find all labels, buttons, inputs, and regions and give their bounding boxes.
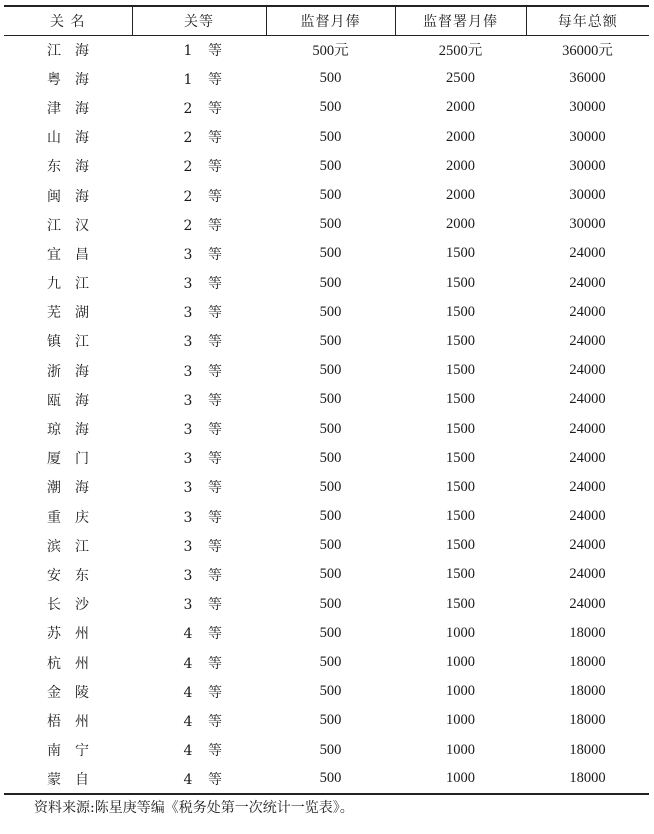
- rank-unit: 等: [208, 159, 222, 176]
- rank-unit: 等: [208, 276, 222, 293]
- customs-name-cell: 潮海: [47, 480, 103, 497]
- annual-total-cell: 18000: [569, 654, 606, 671]
- rank-number: 4: [183, 684, 193, 701]
- customs-rank-cell: [132, 765, 266, 794]
- customs-name-cell: 长沙: [47, 597, 103, 614]
- customs-name-cell: 山海: [47, 130, 103, 147]
- office-salary-cell: 2500: [446, 70, 475, 87]
- customs-rank-cell: [132, 590, 266, 619]
- rank-unit: 等: [208, 246, 222, 263]
- supervisor-salary-cell: 500: [319, 303, 342, 320]
- header-customs-rank: 关等: [132, 6, 266, 35]
- rank-number: 4: [183, 743, 193, 760]
- rank-number: 4: [183, 626, 193, 643]
- annual-total-cell: 18000: [569, 624, 606, 641]
- customs-name-cell: 津海: [47, 100, 103, 117]
- rank-number: 4: [183, 655, 193, 672]
- annual-total-cell: 36000: [569, 70, 606, 87]
- header-supervisor-monthly-salary: 监督月俸: [266, 6, 395, 35]
- office-salary-cell: 1000: [446, 624, 475, 641]
- office-salary-cell: 1500: [446, 508, 475, 525]
- annual-total-cell: 36000元: [562, 43, 613, 60]
- supervisor-salary-cell: 500: [319, 595, 342, 612]
- supervisor-salary-cell: 500: [319, 187, 342, 204]
- rank-unit: 等: [208, 422, 222, 439]
- rank-unit: 等: [208, 334, 222, 351]
- customs-rank-cell: [132, 210, 266, 239]
- office-salary-cell: 1500: [446, 274, 475, 291]
- customs-rank-cell: [132, 502, 266, 531]
- annual-total-cell: 24000: [569, 508, 606, 525]
- table-row: [4, 444, 649, 473]
- header-office-monthly-salary: 监督署月俸: [395, 6, 526, 35]
- customs-name-cell: 梧州: [47, 713, 103, 730]
- customs-rank-cell: [132, 385, 266, 414]
- rank-unit: 等: [208, 480, 222, 497]
- supervisor-salary-cell: 500: [319, 654, 342, 671]
- supervisor-salary-cell: 500: [319, 420, 342, 437]
- office-salary-cell: 1000: [446, 683, 475, 700]
- customs-name-cell: 浙海: [47, 363, 103, 380]
- supervisor-salary-cell: 500: [319, 624, 342, 641]
- table-row: [4, 677, 649, 706]
- supervisor-salary-cell: 500: [319, 70, 342, 87]
- customs-rank-cell: [132, 560, 266, 589]
- customs-rank-cell: [132, 35, 266, 64]
- customs-rank-cell: [132, 706, 266, 735]
- rank-unit: 等: [208, 305, 222, 322]
- customs-name-cell: 东海: [47, 159, 103, 176]
- rank-unit: 等: [208, 713, 222, 730]
- rank-unit: 等: [208, 567, 222, 584]
- supervisor-salary-cell: 500: [319, 216, 342, 233]
- rank-unit: 等: [208, 71, 222, 88]
- office-salary-cell: 1500: [446, 449, 475, 466]
- table-row: [4, 560, 649, 589]
- supervisor-salary-cell: 500: [319, 537, 342, 554]
- table-row: [4, 414, 649, 443]
- supervisor-salary-cell: 500: [319, 128, 342, 145]
- rank-unit: 等: [208, 188, 222, 205]
- supervisor-salary-cell: 500: [319, 245, 342, 262]
- rank-number: 3: [183, 363, 193, 380]
- table-row: [4, 152, 649, 181]
- annual-total-cell: 24000: [569, 303, 606, 320]
- customs-rank-cell: [132, 648, 266, 677]
- annual-total-cell: 18000: [526, 765, 649, 794]
- office-salary-cell: 1000: [395, 765, 526, 794]
- annual-total-cell: 24000: [569, 420, 606, 437]
- rank-number: 2: [183, 159, 193, 176]
- table-row: [4, 531, 649, 560]
- customs-rank-cell: [132, 327, 266, 356]
- customs-salary-table: [4, 5, 649, 795]
- customs-name-cell: 南宁: [47, 743, 103, 760]
- rank-number: 3: [183, 597, 193, 614]
- office-salary-cell: 1000: [446, 741, 475, 758]
- supervisor-salary-cell: 500: [319, 683, 342, 700]
- customs-name-cell: 重庆: [47, 509, 103, 526]
- customs-name-cell: 琼海: [47, 422, 103, 439]
- annual-total-cell: 30000: [569, 128, 606, 145]
- table-row: [4, 210, 649, 239]
- supervisor-salary-cell: 500: [266, 765, 395, 794]
- header-annual-total: 每年总额: [526, 6, 649, 35]
- rank-unit: 等: [208, 538, 222, 555]
- table-row: [4, 765, 649, 794]
- table-row: [4, 239, 649, 268]
- customs-name-cell: 九江: [47, 276, 103, 293]
- customs-name-cell: 粤海: [47, 71, 103, 88]
- table-header-row: [4, 6, 649, 35]
- table-row: [4, 327, 649, 356]
- customs-name-cell: 安东: [47, 567, 103, 584]
- table-body: [4, 35, 649, 794]
- supervisor-salary-cell: 500: [319, 332, 342, 349]
- rank-number: 4: [183, 713, 193, 730]
- annual-total-cell: 24000: [569, 595, 606, 612]
- customs-rank-cell: [132, 93, 266, 122]
- office-salary-cell: 2000: [446, 128, 475, 145]
- supervisor-salary-cell: 500: [319, 712, 342, 729]
- supervisor-salary-cell: 500: [319, 566, 342, 583]
- table-row: [4, 35, 649, 64]
- rank-number: 3: [183, 422, 193, 439]
- customs-name-cell: 芜湖: [47, 305, 103, 322]
- rank-unit: 等: [208, 597, 222, 614]
- office-salary-cell: 1500: [446, 245, 475, 262]
- rank-unit: 等: [208, 771, 222, 788]
- rank-number: 2: [183, 100, 193, 117]
- office-salary-cell: 2000: [446, 157, 475, 174]
- rank-unit: 等: [208, 626, 222, 643]
- table-row: [4, 736, 649, 765]
- rank-number: 3: [183, 480, 193, 497]
- rank-number: 1: [183, 42, 193, 59]
- annual-total-cell: 24000: [569, 566, 606, 583]
- rank-number: 3: [183, 451, 193, 468]
- table-row: [4, 473, 649, 502]
- rank-number: 3: [183, 246, 193, 263]
- supervisor-salary-cell: 500: [319, 362, 342, 379]
- rank-unit: 等: [208, 684, 222, 701]
- table-row: [4, 181, 649, 210]
- supervisor-salary-cell: 500元: [312, 43, 349, 60]
- customs-name-cell: 宜昌: [47, 246, 103, 263]
- rank-number: 3: [183, 509, 193, 526]
- rank-number: 3: [183, 276, 193, 293]
- annual-total-cell: 30000: [569, 157, 606, 174]
- office-salary-cell: 1500: [446, 303, 475, 320]
- rank-unit: 等: [208, 451, 222, 468]
- rank-number: 2: [183, 130, 193, 147]
- rank-unit: 等: [208, 130, 222, 147]
- customs-name-cell: 闽海: [47, 188, 103, 205]
- table-row: [4, 64, 649, 93]
- table-row: [4, 269, 649, 298]
- supervisor-salary-cell: 500: [319, 741, 342, 758]
- table-row: [4, 356, 649, 385]
- office-salary-cell: 2000: [446, 187, 475, 204]
- table-row: [4, 385, 649, 414]
- customs-name-cell: 杭州: [47, 655, 103, 672]
- office-salary-cell: 1500: [446, 537, 475, 554]
- customs-name-cell: 金陵: [47, 684, 103, 701]
- customs-name-cell: 镇江: [47, 334, 103, 351]
- office-salary-cell: 1500: [446, 391, 475, 408]
- customs-name-cell: 滨江: [47, 538, 103, 555]
- office-salary-cell: 1500: [446, 420, 475, 437]
- rank-number: 3: [183, 567, 193, 584]
- annual-total-cell: 30000: [569, 216, 606, 233]
- office-salary-cell: 1000: [446, 712, 475, 729]
- customs-rank-cell: [132, 356, 266, 385]
- customs-rank-cell: [132, 677, 266, 706]
- supervisor-salary-cell: 500: [319, 508, 342, 525]
- office-salary-cell: 1000: [446, 654, 475, 671]
- rank-number: 2: [183, 217, 193, 234]
- table-row: [4, 93, 649, 122]
- customs-name-cell: 瓯海: [47, 392, 103, 409]
- rank-number: 3: [183, 392, 193, 409]
- office-salary-cell: 1500: [446, 595, 475, 612]
- table-row: [4, 648, 649, 677]
- rank-number: 2: [183, 188, 193, 205]
- customs-name-cell: 厦门: [47, 451, 103, 468]
- table-row: [4, 123, 649, 152]
- source-note: 资料来源:陈星庚等编《税务处第一次统计一览表》。: [34, 800, 354, 816]
- customs-rank-cell: [132, 444, 266, 473]
- supervisor-salary-cell: 500: [319, 274, 342, 291]
- rank-number: 4: [183, 771, 193, 788]
- rank-unit: 等: [208, 743, 222, 760]
- office-salary-cell: 1500: [446, 332, 475, 349]
- customs-rank-cell: [132, 736, 266, 765]
- rank-unit: 等: [208, 100, 222, 117]
- rank-unit: 等: [208, 217, 222, 234]
- customs-rank-cell: [132, 269, 266, 298]
- table-row: [4, 502, 649, 531]
- rank-number: 3: [183, 538, 193, 555]
- customs-rank-cell: [132, 64, 266, 93]
- supervisor-salary-cell: 500: [319, 478, 342, 495]
- customs-rank-cell: [132, 181, 266, 210]
- supervisor-salary-cell: 500: [319, 449, 342, 466]
- supervisor-salary-cell: 500: [319, 99, 342, 116]
- customs-rank-cell: [132, 123, 266, 152]
- office-salary-cell: 2500元: [438, 43, 483, 60]
- customs-name-cell: 江汉: [47, 217, 103, 234]
- annual-total-cell: 24000: [569, 537, 606, 554]
- office-salary-cell: 1500: [446, 478, 475, 495]
- customs-rank-cell: [132, 298, 266, 327]
- rank-number: 3: [183, 334, 193, 351]
- customs-name-cell: 蒙自: [4, 765, 132, 794]
- rank-unit: 等: [208, 509, 222, 526]
- office-salary-cell: 2000: [446, 216, 475, 233]
- table-row: [4, 590, 649, 619]
- supervisor-salary-cell: 500: [319, 391, 342, 408]
- customs-name-cell: 江海: [47, 42, 103, 59]
- table-row: [4, 706, 649, 735]
- customs-rank-cell: [132, 531, 266, 560]
- office-salary-cell: 1500: [446, 566, 475, 583]
- supervisor-salary-cell: 500: [319, 157, 342, 174]
- annual-total-cell: 30000: [569, 99, 606, 116]
- rank-unit: 等: [208, 655, 222, 672]
- annual-total-cell: 24000: [569, 449, 606, 466]
- customs-rank-cell: [132, 414, 266, 443]
- annual-total-cell: 24000: [569, 362, 606, 379]
- annual-total-cell: 18000: [569, 741, 606, 758]
- office-salary-cell: 1500: [446, 362, 475, 379]
- annual-total-cell: 24000: [569, 332, 606, 349]
- annual-total-cell: 24000: [569, 391, 606, 408]
- table-row: [4, 619, 649, 648]
- annual-total-cell: 18000: [569, 712, 606, 729]
- customs-rank-cell: [132, 152, 266, 181]
- header-customs-name: 关 名: [4, 6, 132, 35]
- rank-unit: 等: [208, 392, 222, 409]
- customs-name-cell: 苏州: [47, 626, 103, 643]
- annual-total-cell: 24000: [569, 245, 606, 262]
- annual-total-cell: 18000: [569, 683, 606, 700]
- rank-number: 3: [183, 305, 193, 322]
- rank-unit: 等: [208, 42, 222, 59]
- annual-total-cell: 24000: [569, 478, 606, 495]
- office-salary-cell: 2000: [446, 99, 475, 116]
- annual-total-cell: 24000: [569, 274, 606, 291]
- annual-total-cell: 30000: [569, 187, 606, 204]
- rank-number: 1: [183, 71, 193, 88]
- customs-rank-cell: [132, 619, 266, 648]
- customs-rank-cell: [132, 473, 266, 502]
- customs-rank-cell: [132, 239, 266, 268]
- rank-unit: 等: [208, 363, 222, 380]
- table-row: [4, 298, 649, 327]
